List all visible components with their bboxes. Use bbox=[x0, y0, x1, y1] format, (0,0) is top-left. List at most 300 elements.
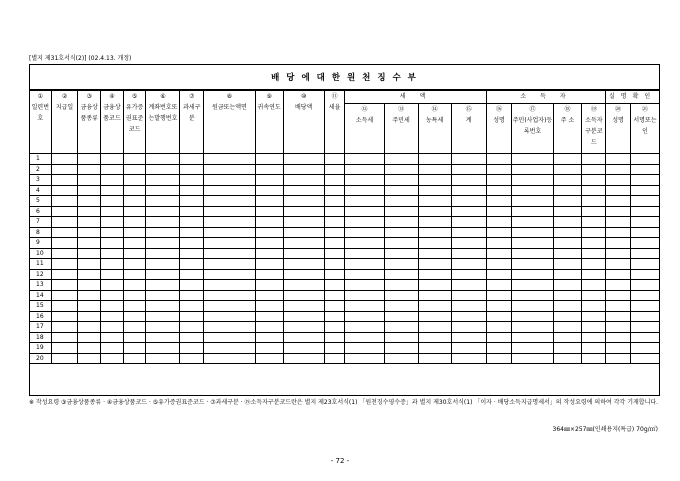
table-cell[interactable] bbox=[255, 259, 283, 270]
table-cell[interactable] bbox=[606, 269, 631, 280]
table-cell[interactable] bbox=[486, 353, 512, 364]
table-cell[interactable] bbox=[512, 322, 553, 333]
table-cell[interactable] bbox=[384, 217, 418, 228]
table-cell[interactable] bbox=[512, 164, 553, 175]
table-cell[interactable] bbox=[553, 227, 582, 238]
table-cell[interactable] bbox=[204, 185, 256, 196]
table-cell[interactable] bbox=[553, 217, 582, 228]
table-cell[interactable] bbox=[78, 217, 101, 228]
table-cell[interactable] bbox=[606, 248, 631, 259]
table-cell[interactable] bbox=[101, 227, 124, 238]
table-cell[interactable] bbox=[418, 290, 451, 301]
table-cell[interactable] bbox=[451, 206, 486, 217]
table-cell[interactable] bbox=[384, 332, 418, 343]
table-cell[interactable] bbox=[451, 175, 486, 186]
table-cell[interactable] bbox=[180, 322, 204, 333]
table-cell[interactable] bbox=[606, 217, 631, 228]
table-cell[interactable] bbox=[345, 227, 384, 238]
table-cell[interactable] bbox=[553, 185, 582, 196]
table-cell[interactable] bbox=[606, 301, 631, 312]
table-cell[interactable] bbox=[384, 175, 418, 186]
table-cell[interactable] bbox=[204, 269, 256, 280]
table-cell[interactable] bbox=[512, 259, 553, 270]
table-cell[interactable] bbox=[418, 353, 451, 364]
table-cell[interactable] bbox=[324, 280, 345, 291]
table-cell[interactable] bbox=[283, 332, 324, 343]
table-cell[interactable] bbox=[582, 332, 606, 343]
table-cell[interactable] bbox=[180, 154, 204, 165]
table-cell[interactable] bbox=[630, 332, 659, 343]
table-cell[interactable] bbox=[512, 343, 553, 354]
table-cell[interactable] bbox=[345, 301, 384, 312]
table-cell[interactable] bbox=[180, 248, 204, 259]
table-cell[interactable] bbox=[78, 154, 101, 165]
table-cell[interactable] bbox=[255, 217, 283, 228]
table-cell[interactable] bbox=[345, 154, 384, 165]
table-cell[interactable] bbox=[324, 217, 345, 228]
table-cell[interactable] bbox=[630, 353, 659, 364]
table-cell[interactable] bbox=[51, 196, 78, 207]
table-cell[interactable] bbox=[512, 154, 553, 165]
table-cell[interactable] bbox=[630, 322, 659, 333]
table-cell[interactable] bbox=[606, 206, 631, 217]
table-cell[interactable] bbox=[512, 280, 553, 291]
table-cell[interactable] bbox=[51, 154, 78, 165]
table-cell[interactable] bbox=[606, 343, 631, 354]
table-cell[interactable] bbox=[418, 311, 451, 322]
table-cell[interactable] bbox=[451, 353, 486, 364]
table-cell[interactable] bbox=[324, 332, 345, 343]
table-cell[interactable] bbox=[345, 196, 384, 207]
table-cell[interactable] bbox=[630, 227, 659, 238]
table-cell[interactable] bbox=[78, 248, 101, 259]
table-cell[interactable] bbox=[283, 175, 324, 186]
table-cell[interactable] bbox=[418, 301, 451, 312]
table-cell[interactable] bbox=[101, 154, 124, 165]
table-cell[interactable] bbox=[123, 175, 146, 186]
table-cell[interactable] bbox=[204, 175, 256, 186]
table-cell[interactable] bbox=[283, 353, 324, 364]
table-cell[interactable] bbox=[78, 206, 101, 217]
table-cell[interactable] bbox=[101, 164, 124, 175]
table-cell[interactable] bbox=[553, 290, 582, 301]
table-cell[interactable] bbox=[345, 353, 384, 364]
table-cell[interactable] bbox=[180, 332, 204, 343]
table-cell[interactable] bbox=[101, 175, 124, 186]
table-cell[interactable] bbox=[451, 322, 486, 333]
table-cell[interactable] bbox=[180, 290, 204, 301]
table-cell[interactable] bbox=[123, 238, 146, 249]
table-cell[interactable] bbox=[101, 301, 124, 312]
table-cell[interactable] bbox=[553, 269, 582, 280]
table-cell[interactable] bbox=[146, 280, 180, 291]
table-cell[interactable] bbox=[606, 332, 631, 343]
table-cell[interactable] bbox=[123, 185, 146, 196]
table-cell[interactable] bbox=[324, 248, 345, 259]
table-cell[interactable] bbox=[553, 206, 582, 217]
table-cell[interactable] bbox=[146, 164, 180, 175]
table-cell[interactable] bbox=[630, 290, 659, 301]
table-cell[interactable] bbox=[418, 332, 451, 343]
table-cell[interactable] bbox=[324, 185, 345, 196]
table-cell[interactable] bbox=[582, 343, 606, 354]
table-cell[interactable] bbox=[123, 227, 146, 238]
table-cell[interactable] bbox=[123, 269, 146, 280]
table-cell[interactable] bbox=[204, 322, 256, 333]
table-cell[interactable] bbox=[255, 280, 283, 291]
table-cell[interactable] bbox=[283, 311, 324, 322]
table-cell[interactable] bbox=[345, 322, 384, 333]
table-cell[interactable] bbox=[451, 248, 486, 259]
table-cell[interactable] bbox=[324, 227, 345, 238]
table-cell[interactable] bbox=[78, 301, 101, 312]
table-cell[interactable] bbox=[512, 227, 553, 238]
table-cell[interactable] bbox=[582, 301, 606, 312]
table-cell[interactable] bbox=[630, 185, 659, 196]
table-cell[interactable] bbox=[418, 248, 451, 259]
table-cell[interactable] bbox=[51, 343, 78, 354]
table-cell[interactable] bbox=[486, 185, 512, 196]
table-cell[interactable] bbox=[606, 280, 631, 291]
table-cell[interactable] bbox=[283, 196, 324, 207]
table-cell[interactable] bbox=[512, 248, 553, 259]
table-cell[interactable] bbox=[324, 154, 345, 165]
table-cell[interactable] bbox=[78, 311, 101, 322]
table-cell[interactable] bbox=[418, 217, 451, 228]
table-cell[interactable] bbox=[204, 311, 256, 322]
table-cell[interactable] bbox=[123, 301, 146, 312]
table-cell[interactable] bbox=[324, 259, 345, 270]
table-cell[interactable] bbox=[486, 154, 512, 165]
table-cell[interactable] bbox=[324, 206, 345, 217]
table-cell[interactable] bbox=[204, 259, 256, 270]
table-cell[interactable] bbox=[512, 238, 553, 249]
table-cell[interactable] bbox=[101, 353, 124, 364]
table-cell[interactable] bbox=[451, 301, 486, 312]
table-cell[interactable] bbox=[180, 311, 204, 322]
table-cell[interactable] bbox=[146, 322, 180, 333]
table-cell[interactable] bbox=[78, 332, 101, 343]
table-cell[interactable] bbox=[180, 259, 204, 270]
table-cell[interactable] bbox=[283, 343, 324, 354]
table-cell[interactable] bbox=[180, 227, 204, 238]
table-cell[interactable] bbox=[51, 311, 78, 322]
table-cell[interactable] bbox=[345, 248, 384, 259]
table-cell[interactable] bbox=[384, 290, 418, 301]
table-cell[interactable] bbox=[384, 248, 418, 259]
table-cell[interactable] bbox=[180, 196, 204, 207]
table-cell[interactable] bbox=[418, 343, 451, 354]
table-cell[interactable] bbox=[630, 154, 659, 165]
table-cell[interactable] bbox=[146, 217, 180, 228]
table-cell[interactable] bbox=[384, 196, 418, 207]
table-cell[interactable] bbox=[418, 227, 451, 238]
table-cell[interactable] bbox=[582, 238, 606, 249]
table-cell[interactable] bbox=[630, 175, 659, 186]
table-cell[interactable] bbox=[101, 322, 124, 333]
table-cell[interactable] bbox=[418, 238, 451, 249]
table-cell[interactable] bbox=[486, 290, 512, 301]
table-cell[interactable] bbox=[255, 185, 283, 196]
table-cell[interactable] bbox=[255, 290, 283, 301]
table-cell[interactable] bbox=[123, 290, 146, 301]
table-cell[interactable] bbox=[345, 164, 384, 175]
table-cell[interactable] bbox=[101, 332, 124, 343]
table-cell[interactable] bbox=[486, 227, 512, 238]
table-cell[interactable] bbox=[146, 343, 180, 354]
table-cell[interactable] bbox=[451, 185, 486, 196]
table-cell[interactable] bbox=[146, 175, 180, 186]
table-cell[interactable] bbox=[486, 259, 512, 270]
table-cell[interactable] bbox=[418, 322, 451, 333]
table-cell[interactable] bbox=[582, 154, 606, 165]
table-cell[interactable] bbox=[101, 343, 124, 354]
table-cell[interactable] bbox=[324, 301, 345, 312]
table-cell[interactable] bbox=[512, 290, 553, 301]
table-cell[interactable] bbox=[123, 164, 146, 175]
table-cell[interactable] bbox=[283, 280, 324, 291]
table-cell[interactable] bbox=[78, 290, 101, 301]
table-cell[interactable] bbox=[51, 227, 78, 238]
table-cell[interactable] bbox=[384, 259, 418, 270]
table-cell[interactable] bbox=[512, 311, 553, 322]
table-cell[interactable] bbox=[630, 280, 659, 291]
table-cell[interactable] bbox=[606, 322, 631, 333]
table-cell[interactable] bbox=[204, 227, 256, 238]
table-cell[interactable] bbox=[283, 154, 324, 165]
table-cell[interactable] bbox=[255, 269, 283, 280]
table-cell[interactable] bbox=[582, 217, 606, 228]
table-cell[interactable] bbox=[582, 196, 606, 207]
table-cell[interactable] bbox=[345, 290, 384, 301]
table-cell[interactable] bbox=[123, 196, 146, 207]
table-cell[interactable] bbox=[204, 290, 256, 301]
table-cell[interactable] bbox=[486, 322, 512, 333]
table-cell[interactable] bbox=[146, 259, 180, 270]
table-cell[interactable] bbox=[451, 311, 486, 322]
table-cell[interactable] bbox=[418, 269, 451, 280]
table-cell[interactable] bbox=[123, 206, 146, 217]
table-cell[interactable] bbox=[180, 185, 204, 196]
table-cell[interactable] bbox=[553, 259, 582, 270]
table-cell[interactable] bbox=[204, 217, 256, 228]
table-cell[interactable] bbox=[324, 290, 345, 301]
table-cell[interactable] bbox=[255, 164, 283, 175]
table-cell[interactable] bbox=[418, 196, 451, 207]
table-cell[interactable] bbox=[180, 217, 204, 228]
table-cell[interactable] bbox=[146, 227, 180, 238]
table-cell[interactable] bbox=[418, 280, 451, 291]
table-cell[interactable] bbox=[51, 332, 78, 343]
table-cell[interactable] bbox=[78, 343, 101, 354]
table-cell[interactable] bbox=[606, 196, 631, 207]
table-cell[interactable] bbox=[582, 259, 606, 270]
table-cell[interactable] bbox=[78, 164, 101, 175]
table-cell[interactable] bbox=[283, 238, 324, 249]
table-cell[interactable] bbox=[78, 196, 101, 207]
table-cell[interactable] bbox=[553, 164, 582, 175]
table-cell[interactable] bbox=[146, 269, 180, 280]
table-cell[interactable] bbox=[123, 353, 146, 364]
table-cell[interactable] bbox=[630, 238, 659, 249]
table-cell[interactable] bbox=[180, 353, 204, 364]
table-cell[interactable] bbox=[324, 164, 345, 175]
table-cell[interactable] bbox=[512, 175, 553, 186]
table-cell[interactable] bbox=[283, 185, 324, 196]
table-cell[interactable] bbox=[283, 164, 324, 175]
table-cell[interactable] bbox=[204, 196, 256, 207]
table-cell[interactable] bbox=[78, 322, 101, 333]
table-cell[interactable] bbox=[512, 206, 553, 217]
table-cell[interactable] bbox=[486, 332, 512, 343]
table-cell[interactable] bbox=[146, 238, 180, 249]
table-cell[interactable] bbox=[553, 154, 582, 165]
table-cell[interactable] bbox=[204, 332, 256, 343]
table-cell[interactable] bbox=[553, 248, 582, 259]
table-cell[interactable] bbox=[345, 175, 384, 186]
table-cell[interactable] bbox=[384, 353, 418, 364]
table-cell[interactable] bbox=[553, 175, 582, 186]
table-cell[interactable] bbox=[204, 206, 256, 217]
table-cell[interactable] bbox=[146, 248, 180, 259]
table-cell[interactable] bbox=[123, 280, 146, 291]
table-cell[interactable] bbox=[553, 343, 582, 354]
table-cell[interactable] bbox=[384, 311, 418, 322]
table-cell[interactable] bbox=[324, 311, 345, 322]
table-cell[interactable] bbox=[630, 311, 659, 322]
table-cell[interactable] bbox=[51, 290, 78, 301]
table-cell[interactable] bbox=[324, 322, 345, 333]
table-cell[interactable] bbox=[180, 164, 204, 175]
table-cell[interactable] bbox=[146, 332, 180, 343]
table-cell[interactable] bbox=[553, 332, 582, 343]
table-cell[interactable] bbox=[101, 290, 124, 301]
table-cell[interactable] bbox=[51, 185, 78, 196]
table-cell[interactable] bbox=[630, 196, 659, 207]
table-cell[interactable] bbox=[78, 175, 101, 186]
table-cell[interactable] bbox=[324, 343, 345, 354]
table-cell[interactable] bbox=[630, 248, 659, 259]
table-cell[interactable] bbox=[384, 206, 418, 217]
table-cell[interactable] bbox=[78, 185, 101, 196]
table-cell[interactable] bbox=[51, 301, 78, 312]
table-cell[interactable] bbox=[204, 154, 256, 165]
table-cell[interactable] bbox=[324, 196, 345, 207]
table-cell[interactable] bbox=[324, 175, 345, 186]
table-cell[interactable] bbox=[553, 311, 582, 322]
table-cell[interactable] bbox=[451, 332, 486, 343]
table-cell[interactable] bbox=[512, 217, 553, 228]
table-cell[interactable] bbox=[451, 269, 486, 280]
table-cell[interactable] bbox=[51, 164, 78, 175]
table-cell[interactable] bbox=[101, 311, 124, 322]
table-cell[interactable] bbox=[512, 353, 553, 364]
table-cell[interactable] bbox=[345, 185, 384, 196]
table-cell[interactable] bbox=[101, 259, 124, 270]
table-cell[interactable] bbox=[255, 196, 283, 207]
table-cell[interactable] bbox=[384, 185, 418, 196]
table-cell[interactable] bbox=[51, 353, 78, 364]
table-cell[interactable] bbox=[418, 164, 451, 175]
table-cell[interactable] bbox=[123, 322, 146, 333]
table-cell[interactable] bbox=[451, 280, 486, 291]
table-cell[interactable] bbox=[486, 206, 512, 217]
table-cell[interactable] bbox=[512, 269, 553, 280]
table-cell[interactable] bbox=[512, 301, 553, 312]
table-cell[interactable] bbox=[582, 248, 606, 259]
table-cell[interactable] bbox=[146, 196, 180, 207]
table-cell[interactable] bbox=[51, 269, 78, 280]
table-cell[interactable] bbox=[606, 311, 631, 322]
table-cell[interactable] bbox=[606, 164, 631, 175]
table-cell[interactable] bbox=[451, 164, 486, 175]
table-cell[interactable] bbox=[204, 248, 256, 259]
table-cell[interactable] bbox=[630, 259, 659, 270]
table-cell[interactable] bbox=[384, 322, 418, 333]
table-cell[interactable] bbox=[384, 301, 418, 312]
table-cell[interactable] bbox=[324, 353, 345, 364]
table-cell[interactable] bbox=[123, 259, 146, 270]
table-cell[interactable] bbox=[255, 343, 283, 354]
table-cell[interactable] bbox=[486, 280, 512, 291]
table-cell[interactable] bbox=[345, 332, 384, 343]
table-cell[interactable] bbox=[180, 343, 204, 354]
table-cell[interactable] bbox=[486, 164, 512, 175]
table-cell[interactable] bbox=[384, 280, 418, 291]
table-cell[interactable] bbox=[486, 175, 512, 186]
table-cell[interactable] bbox=[255, 311, 283, 322]
table-cell[interactable] bbox=[345, 343, 384, 354]
table-cell[interactable] bbox=[553, 196, 582, 207]
table-cell[interactable] bbox=[255, 353, 283, 364]
table-cell[interactable] bbox=[451, 154, 486, 165]
table-cell[interactable] bbox=[204, 301, 256, 312]
table-cell[interactable] bbox=[180, 269, 204, 280]
table-cell[interactable] bbox=[123, 311, 146, 322]
table-cell[interactable] bbox=[345, 269, 384, 280]
table-cell[interactable] bbox=[384, 238, 418, 249]
table-cell[interactable] bbox=[283, 269, 324, 280]
table-cell[interactable] bbox=[283, 217, 324, 228]
table-cell[interactable] bbox=[283, 301, 324, 312]
table-cell[interactable] bbox=[606, 290, 631, 301]
table-cell[interactable] bbox=[204, 238, 256, 249]
table-cell[interactable] bbox=[553, 322, 582, 333]
table-cell[interactable] bbox=[146, 311, 180, 322]
table-cell[interactable] bbox=[630, 217, 659, 228]
table-cell[interactable] bbox=[78, 259, 101, 270]
table-cell[interactable] bbox=[146, 206, 180, 217]
table-cell[interactable] bbox=[180, 301, 204, 312]
table-cell[interactable] bbox=[418, 175, 451, 186]
table-cell[interactable] bbox=[486, 343, 512, 354]
table-cell[interactable] bbox=[283, 206, 324, 217]
table-cell[interactable] bbox=[78, 227, 101, 238]
table-cell[interactable] bbox=[204, 164, 256, 175]
table-cell[interactable] bbox=[553, 301, 582, 312]
table-cell[interactable] bbox=[78, 269, 101, 280]
table-cell[interactable] bbox=[345, 259, 384, 270]
table-cell[interactable] bbox=[283, 227, 324, 238]
table-cell[interactable] bbox=[345, 280, 384, 291]
table-cell[interactable] bbox=[553, 353, 582, 364]
table-cell[interactable] bbox=[283, 259, 324, 270]
table-cell[interactable] bbox=[630, 301, 659, 312]
table-cell[interactable] bbox=[418, 154, 451, 165]
table-cell[interactable] bbox=[451, 290, 486, 301]
table-cell[interactable] bbox=[486, 238, 512, 249]
table-cell[interactable] bbox=[283, 248, 324, 259]
